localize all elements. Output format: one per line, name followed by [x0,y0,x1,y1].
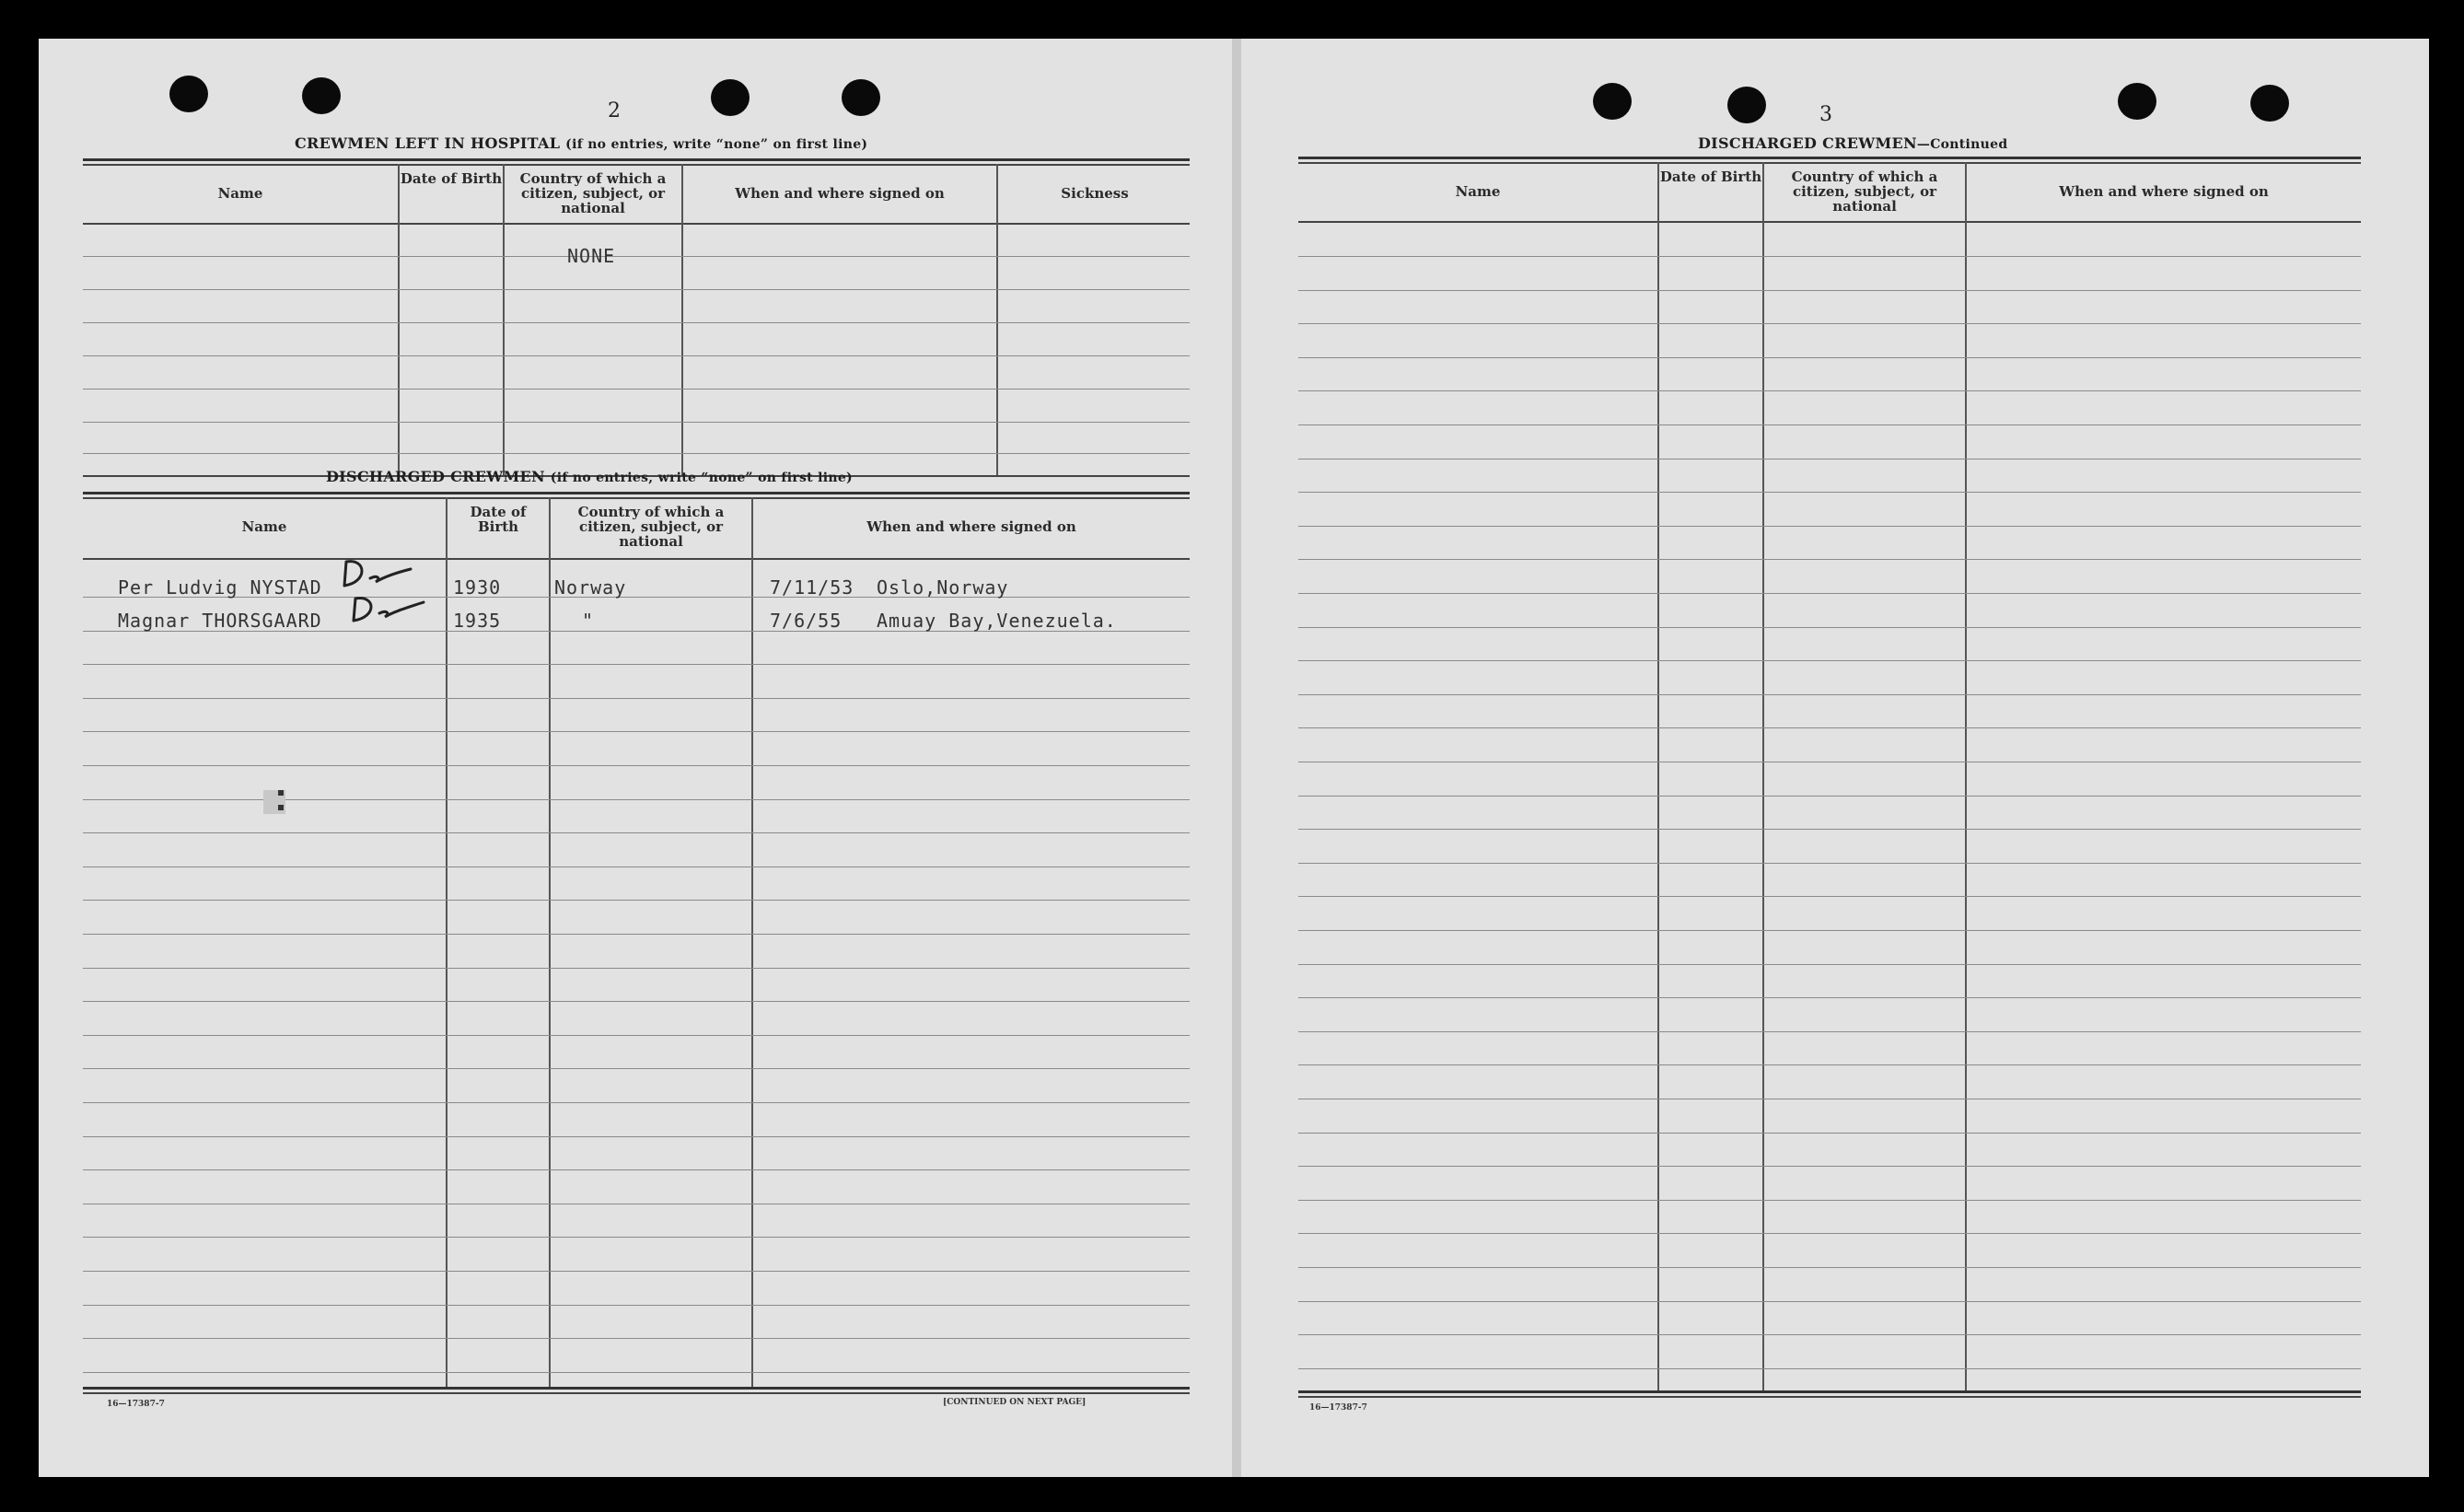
ruled-line [83,1001,1190,1002]
column-header: Name [241,518,287,535]
ruled-line [83,968,1190,969]
ruled-line [83,1372,1190,1373]
ruled-line [83,1169,1190,1170]
ruled-line [1298,1368,2361,1369]
ruled-line [83,934,1190,935]
smudge-mark [278,805,284,810]
column-header: Name [1455,183,1501,200]
right-page [1241,39,2429,1477]
hospital-entry: NONE [567,245,616,267]
crew-signed-place: Amuay Bay,Venezuela. [877,610,1117,632]
ruled-line [1298,1267,2361,1268]
ruled-line [83,1271,1190,1272]
punch-hole [169,76,208,112]
ruled-line [83,765,1190,766]
ruled-line [83,832,1190,833]
ruled-line [83,799,1190,800]
ruled-line [1298,593,2361,594]
column-header: Name [217,185,263,202]
page-number: 2 [608,99,621,122]
column-header: Date of Birth [400,170,503,187]
ruled-line [83,866,1190,867]
punch-hole [842,79,880,116]
crew-signed-place: Oslo,Norway [877,576,1009,599]
column-header: Sickness [1061,185,1129,202]
ruled-line [1298,1233,2361,1234]
punch-hole [302,77,341,114]
ruled-line [1298,390,2361,391]
ruled-line [1298,256,2361,257]
continued-note: [CONTINUED ON NEXT PAGE] [943,1398,1087,1407]
hospital-subtitle: (if no entries, write “none” on first line) [565,137,868,152]
ruled-line [83,664,1190,665]
crew-country: Norway [554,576,627,599]
ruled-line [1298,1166,2361,1167]
punch-hole [2250,85,2289,122]
column-header: Country of which a citizen, subject, or national [1791,169,1938,215]
column-header: Country of which a citizen, subject, or national [519,170,667,216]
ruled-line [83,731,1190,732]
discharged-title: DISCHARGED CREWMEN [1698,134,1917,152]
ruled-line [1298,1031,2361,1032]
crew-signed-date: 7/11/53 [770,576,854,599]
ruled-line [83,1136,1190,1137]
ruled-line [83,900,1190,901]
crew-birth: 1930 [453,576,502,599]
discharged-continued-title [1698,134,2007,152]
form-number: 16—17387-7 [1309,1403,1367,1413]
discharged-title: DISCHARGED CREWMEN [326,468,545,485]
hospital-title: CREWMEN LEFT IN HOSPITAL [295,134,561,152]
column-header: When and where signed on [735,185,945,202]
ruled-line [1298,997,2361,998]
left-page [39,39,1234,1477]
ruled-line [1298,1334,2361,1335]
punch-hole [711,79,750,116]
ruled-line [1298,964,2361,965]
crew-name: Magnar THORSGAARD [118,610,322,632]
ruled-line [1298,323,2361,324]
column-header: Date of Birth [1659,169,1762,185]
ruled-line [83,1237,1190,1238]
ruled-line [83,1035,1190,1036]
ruled-line [1298,930,2361,931]
handwritten-initials [339,554,413,595]
page-gutter [1232,39,1241,1477]
hospital-section-title [295,134,867,152]
column-header: When and where signed on [2059,183,2269,200]
ruled-line [1298,1133,2361,1134]
column-header: When and where signed on [866,518,1076,535]
ruled-line [1298,1200,2361,1201]
crew-birth: 1935 [453,610,502,632]
crew-name: Per Ludvig NYSTAD [118,576,322,599]
ruled-line [1298,896,2361,897]
ruled-line [1298,727,2361,728]
smudge-mark [278,790,284,796]
ruled-line [1298,694,2361,695]
ruled-line [1298,559,2361,560]
ruled-line [83,1305,1190,1306]
crew-country: " [582,610,595,632]
discharged-subtitle: (if no entries, write “none” on first line) [550,471,853,485]
ruled-line [1298,829,2361,830]
ruled-line [1298,627,2361,628]
ruled-line [1298,796,2361,797]
discharged-section-title [326,468,853,485]
ruled-line [83,698,1190,699]
scanned-form [39,39,2429,1477]
ruled-line [1298,357,2361,358]
page-number: 3 [1819,103,1832,126]
crew-signed-date: 7/6/55 [770,610,843,632]
ruled-line [1298,526,2361,527]
ruled-line [1298,660,2361,661]
column-header: Date of Birth [470,504,527,535]
continued-subtitle: —Continued [1916,137,2008,152]
form-number: 16—17387-7 [107,1400,165,1409]
ruled-line [83,1102,1190,1103]
ruled-line [1298,1301,2361,1302]
ruled-line [83,1338,1190,1339]
punch-hole [1593,83,1632,120]
punch-hole [1727,87,1766,123]
column-header: Country of which a citizen, subject, or national [577,504,725,550]
handwritten-initials [348,591,425,630]
ruled-line [1298,492,2361,493]
ruled-line [83,1068,1190,1069]
ruled-line [1298,1064,2361,1065]
ruled-line [1298,290,2361,291]
ruled-line [1298,863,2361,864]
punch-hole [2118,83,2156,120]
